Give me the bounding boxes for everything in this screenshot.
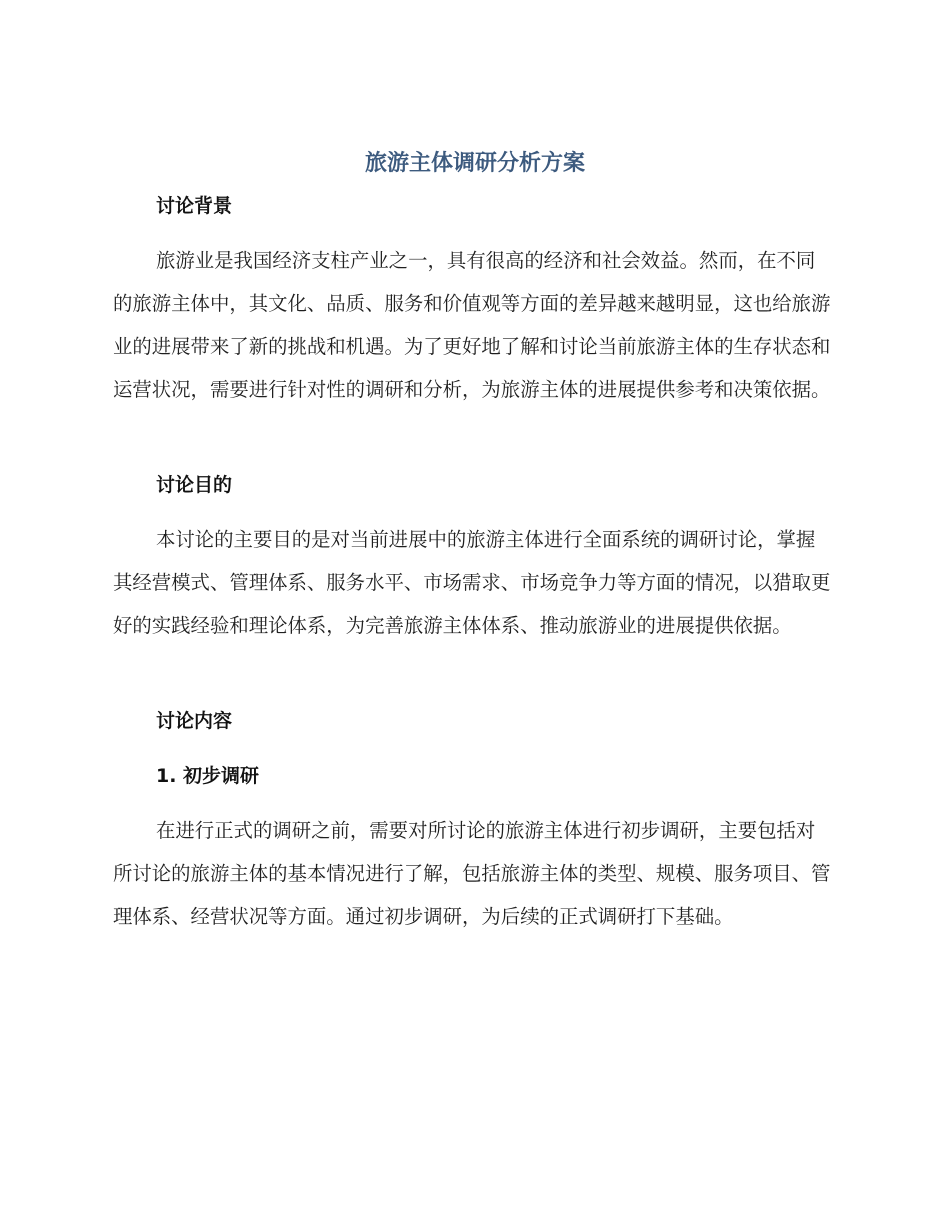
document-title: 旅游主体调研分析方案 bbox=[364, 151, 585, 176]
subsection-heading-preliminary-research: 1. 初步调研 bbox=[156, 765, 260, 787]
section-heading-background: 讨论背景 bbox=[156, 195, 233, 217]
section-paragraph-purpose: 本讨论的主要目的是对当前进展中的旅游主体进行全面系统的调研讨论，掌握其经营模式、管理体系、服务水平、市场需求、市场竞争力等方面的情况，以猎取更好的实践经验和理论体系，为完善旅游主体体系、推动旅游业的进展提供依据。 bbox=[113, 528, 831, 637]
section-heading-content: 讨论内容 bbox=[156, 710, 233, 732]
section-heading-purpose: 讨论目的 bbox=[156, 474, 233, 496]
section-paragraph-preliminary-research: 在进行正式的调研之前，需要对所讨论的旅游主体进行初步调研，主要包括对所讨论的旅游主体的基本情况进行了解，包括旅游主体的类型、规模、服务项目、管理体系、经营状况等方面。通过初步调研，为后续的正式调研打下基础。 bbox=[113, 819, 831, 928]
section-paragraph-background: 旅游业是我国经济支柱产业之一，具有很高的经济和社会效益。然而，在不同的旅游主体中，其文化、品质、服务和价值观等方面的差异越来越明显，这也给旅游业的进展带来了新的挑战和机遇。为了更好地了解和讨论当前旅游主体的生存状态和运营状况，需要进行针对性的调研和分析，为旅游主体的进展提供参考和决策依据。 bbox=[113, 249, 831, 401]
